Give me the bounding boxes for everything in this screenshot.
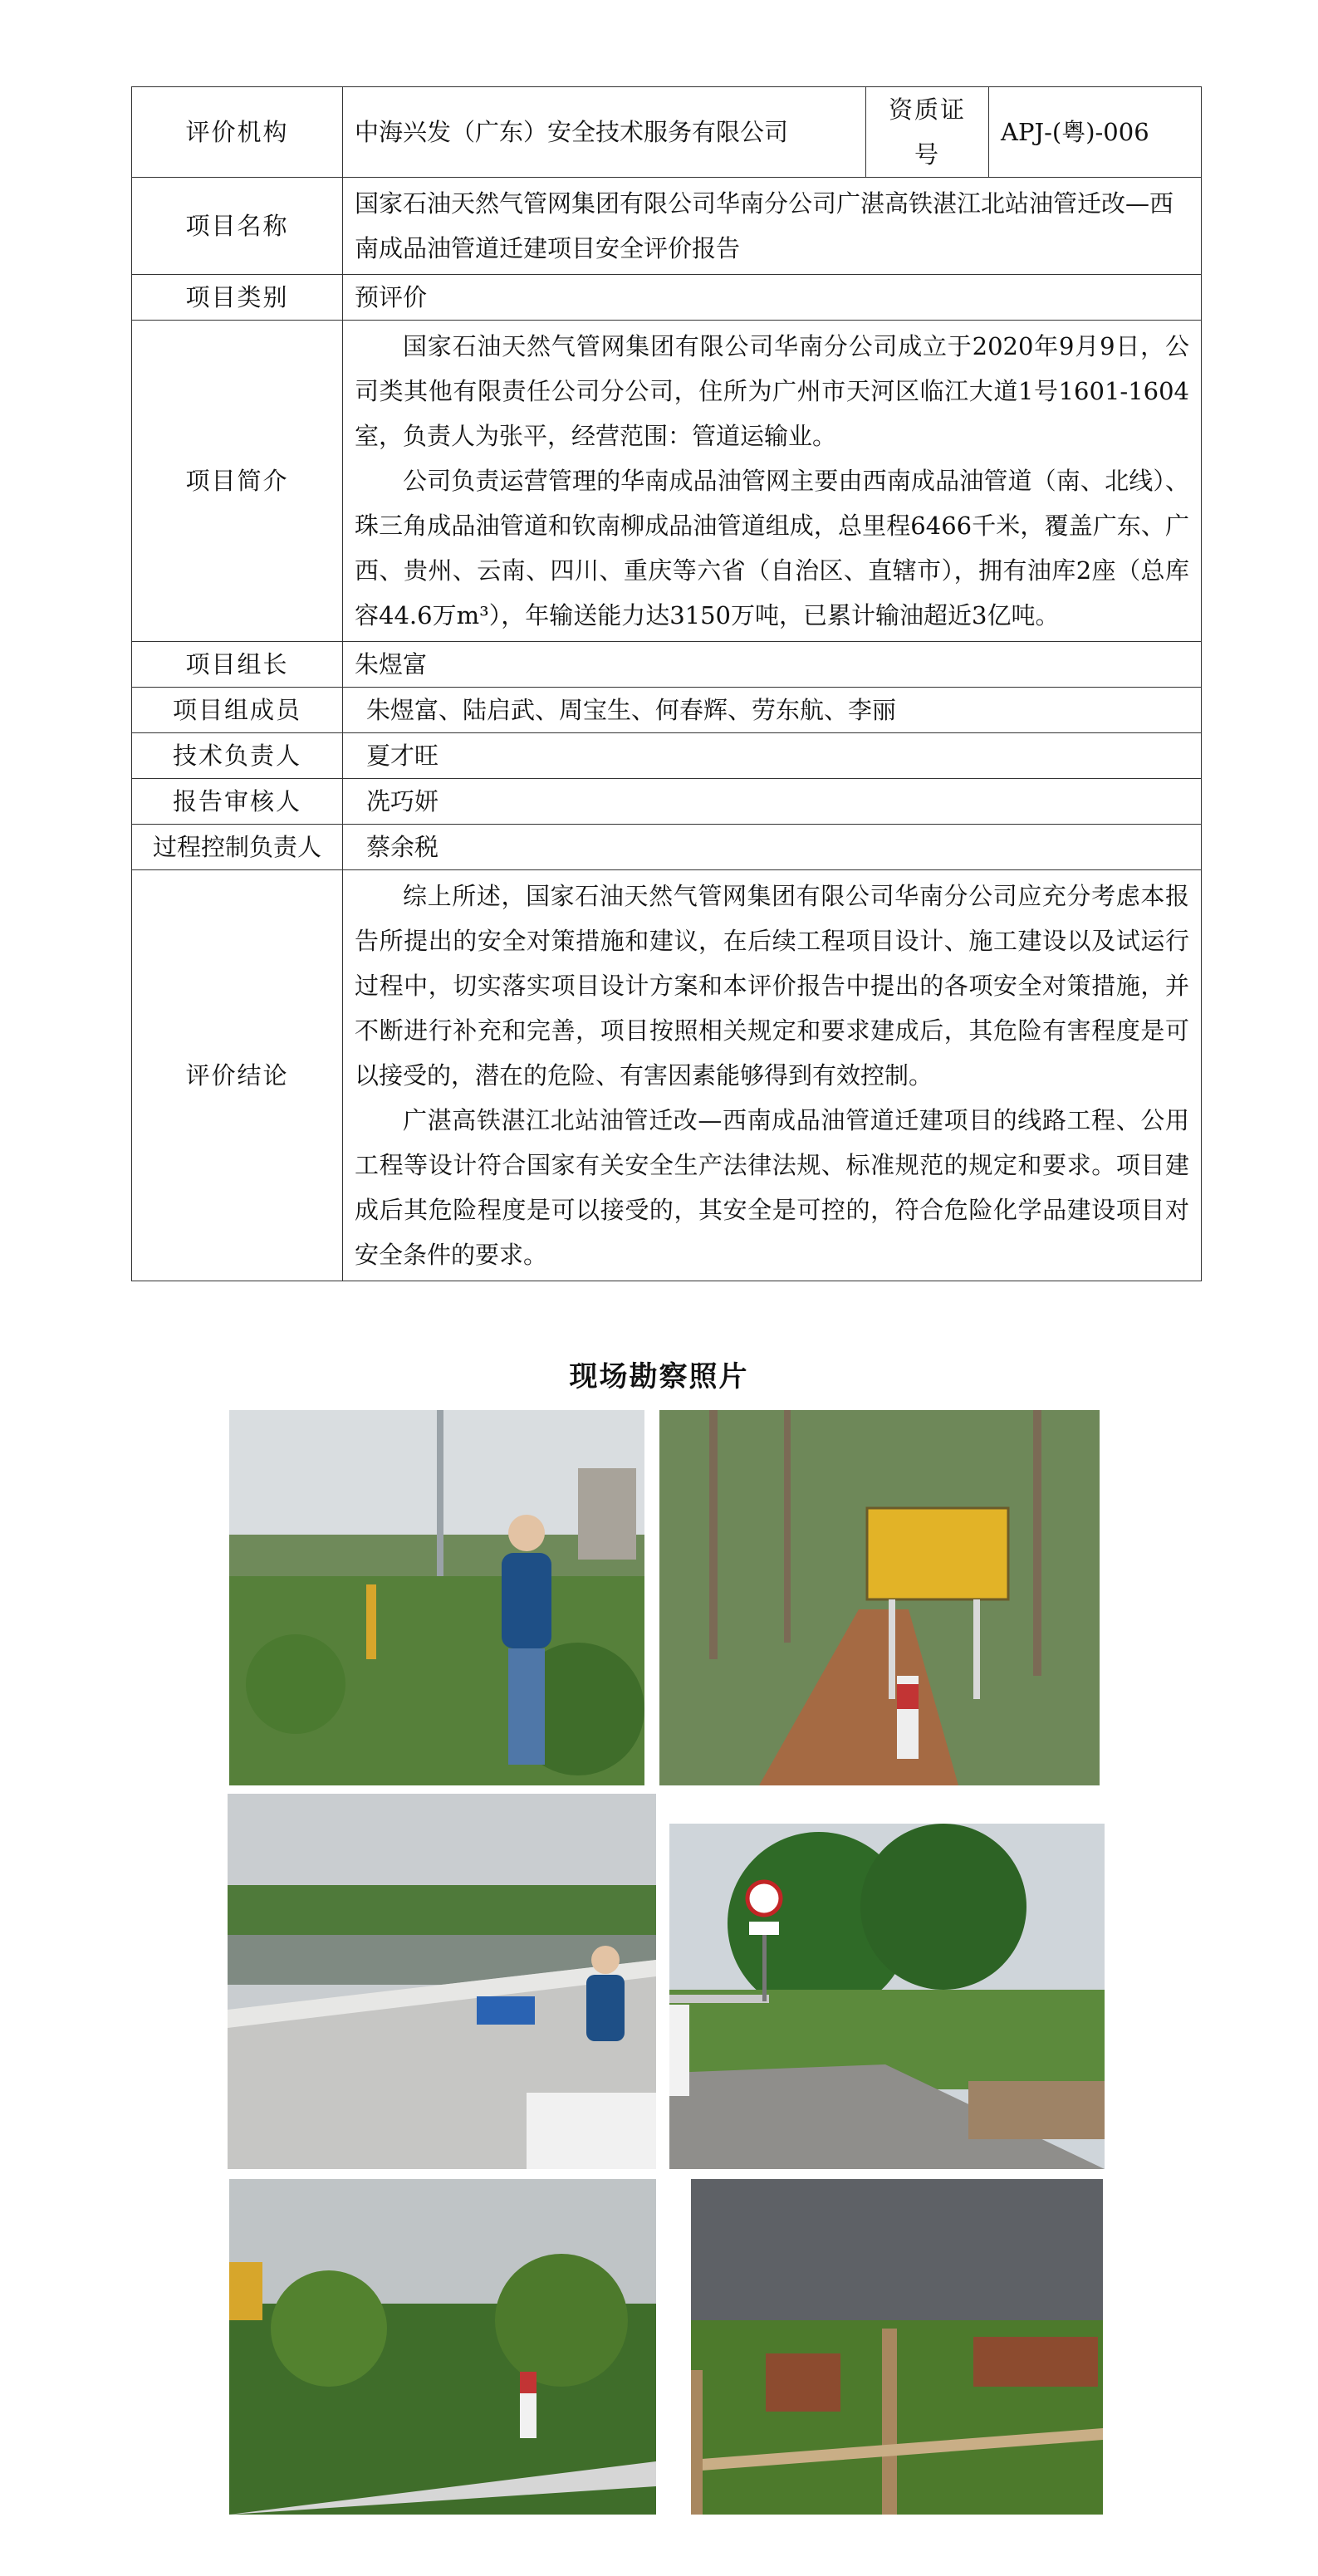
row-type (132, 275, 1202, 321)
name-label: 项目名称 (132, 178, 343, 275)
members-label: 项目组成员 (132, 688, 343, 733)
members-value: 朱煜富、陆启武、周宝生、何春辉、劳东航、李丽 (343, 688, 1202, 733)
row-tech-lead (132, 733, 1202, 779)
site-photo-1 (229, 1410, 644, 1785)
conclusion-paragraph-2: 广湛高铁湛江北站油管迁改—西南成品油管道迁建项目的线路工程、公用工程等设计符合国家有关安全生产法律法规、标准规范的规定和要求。项目建成后其危险程度是可以接受的，其安全是可控的，符合危险化学品建设项目对安全条件的要求。 (355, 1106, 1189, 1269)
cert-value: APJ-(粤)-006 (989, 87, 1202, 178)
photo-dirt-path-sign (659, 1410, 1100, 1785)
row-intro (132, 321, 1202, 642)
photo-fence-structures (691, 2179, 1103, 2515)
cert-label: 资质证号 (866, 87, 989, 178)
row-leader (132, 642, 1202, 688)
row-members (132, 688, 1202, 733)
conclusion-paragraph-1: 综上所述，国家石油天然气管网集团有限公司华南分公司应充分考虑本报告所提出的安全对策措施和建议，在后续工程项目设计、施工建设以及试运行过程中，切实落实项目设计方案和本评价报告中提出的各项安全对策措施，并不断进行补充和完善，项目按照相关规定和要求建成后，其危险有害程度是可以接受的，潜在的危险、有害因素能够得到有效控制。 (355, 882, 1189, 1090)
row-reviewer (132, 779, 1202, 825)
site-photo-5 (229, 2179, 656, 2515)
type-value: 预评价 (343, 275, 1202, 321)
intro-paragraph-1: 国家石油天然气管网集团有限公司华南分公司成立于2020年9月9日，公司类其他有限责任公司分公司，住所为广州市天河区临江大道1号1601-1604室，负责人为张平，经营范围：管道运输业。 (355, 332, 1189, 450)
row-conclusion (132, 870, 1202, 1281)
type-label: 项目类别 (132, 275, 343, 321)
photo-field-person (229, 1410, 644, 1785)
process-label: 过程控制负责人 (132, 825, 343, 870)
reviewer-label: 报告审核人 (132, 779, 343, 825)
photo-vegetation-marker (229, 2179, 656, 2515)
site-photos-title: 现场勘察照片 (569, 1360, 749, 1393)
leader-value: 朱煜富 (343, 642, 1202, 688)
reviewer-value: 冼巧妍 (343, 779, 1202, 825)
row-process-control (132, 825, 1202, 870)
conclusion-value (343, 870, 1202, 1281)
row-org (132, 87, 1202, 178)
row-project-name (132, 178, 1202, 275)
name-value: 国家石油天然气管网集团有限公司华南分公司广湛高铁湛江北站油管迁改—西南成品油管道迁建项目安全评价报告 (343, 178, 1202, 275)
intro-paragraph-2: 公司负责运营管理的华南成品油管网主要由西南成品油管道（南、北线）、珠三角成品油管道和钦南柳成品油管道组成，总里程6466千米，覆盖广东、广西、贵州、云南、四川、重庆等六省（自治区、直辖市），拥有油库2座（总库容44.6万m³），年输送能力达3150万吨，已累计输油超近3亿吨。 (355, 467, 1189, 629)
site-photo-3 (228, 1794, 656, 2169)
tech-label: 技术负责人 (132, 733, 343, 779)
conclusion-label: 评价结论 (132, 870, 343, 1281)
leader-label: 项目组长 (132, 642, 343, 688)
intro-label: 项目简介 (132, 321, 343, 642)
intro-value (343, 321, 1202, 642)
process-value: 蔡余税 (343, 825, 1202, 870)
evaluation-info-table (131, 86, 1202, 1281)
photo-canal-bridge (228, 1794, 656, 2169)
site-photo-2 (659, 1410, 1100, 1785)
photo-roadside-no-smoking (669, 1824, 1105, 2169)
org-label: 评价机构 (132, 87, 343, 178)
site-photo-4 (669, 1824, 1105, 2169)
tech-value: 夏才旺 (343, 733, 1202, 779)
site-photo-6 (691, 2179, 1103, 2515)
org-value: 中海兴发（广东）安全技术服务有限公司 (343, 87, 866, 178)
